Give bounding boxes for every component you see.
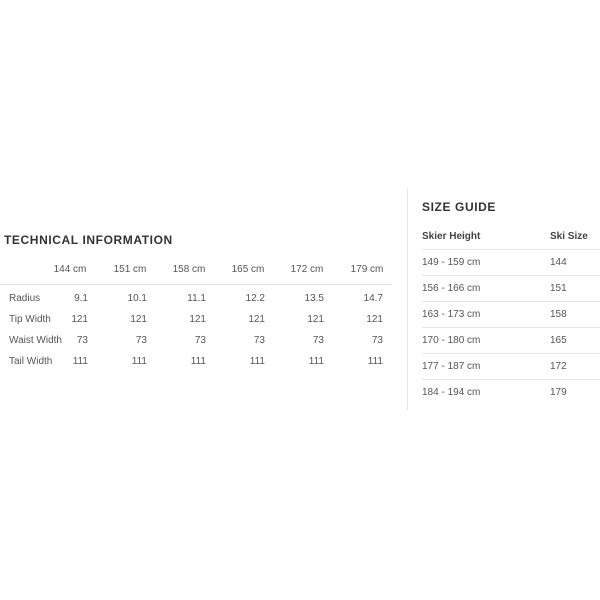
table-cell: 73 [312,335,324,346]
table-cell: 111 [367,356,383,367]
size-guide-row [422,249,600,275]
section-divider [407,188,408,410]
size-guide-row [422,379,600,405]
table-cell: 14.7 [363,293,383,304]
table-cell: 73 [371,335,383,346]
technical-information-title: TECHNICAL INFORMATION [4,233,173,247]
table-cell: 73 [76,335,88,346]
size-guide-row [422,327,600,353]
size-guide-row [422,275,600,301]
size-guide-table [422,229,600,405]
table-cell: 111 [249,356,265,367]
skier-height-cell: 163 - 173 cm [422,309,481,320]
length-header: 172 cm [290,264,324,275]
table-cell: 111 [72,356,88,367]
ski-size-cell: 144 [550,257,567,268]
table-cell: 111 [308,356,324,367]
table-row-tail-width [0,354,392,375]
ski-size-cell: 172 [550,361,567,372]
row-label: Radius [9,293,41,304]
table-cell: 121 [189,314,206,325]
ski-size-cell: 179 [550,387,567,398]
size-guide-header-row [422,229,600,249]
skier-height-cell: 177 - 187 cm [422,361,481,372]
table-cell: 121 [248,314,265,325]
length-header: 158 cm [172,264,206,275]
table-cell: 121 [307,314,324,325]
table-cell: 121 [366,314,383,325]
ski-size-cell: 165 [550,335,567,346]
table-cell: 73 [194,335,206,346]
table-cell: 111 [131,356,147,367]
technical-table [0,262,392,375]
table-cell: 73 [253,335,265,346]
row-label: Tip Width [9,314,51,325]
size-guide-title: SIZE GUIDE [422,200,497,214]
skier-height-header: Skier Height [422,231,481,242]
table-cell: 12.2 [245,293,265,304]
length-header: 179 cm [350,264,384,275]
table-cell: 10.1 [127,293,147,304]
table-row-tip-width [0,312,392,333]
skier-height-cell: 170 - 180 cm [422,335,481,346]
skier-height-cell: 184 - 194 cm [422,387,481,398]
ski-size-header: Ski Size [550,231,588,242]
length-header: 144 cm [53,264,87,275]
size-guide-row [422,301,600,327]
table-cell: 9.1 [74,293,88,304]
skier-height-cell: 156 - 166 cm [422,283,481,294]
size-guide-row [422,353,600,379]
ski-size-cell: 158 [550,309,567,320]
table-cell: 121 [71,314,88,325]
table-cell: 73 [135,335,147,346]
table-cell: 11.1 [187,293,206,304]
table-cell: 111 [190,356,206,367]
row-label: Tail Width [9,356,53,367]
table-row-radius [0,291,392,312]
technical-header-divider [0,284,392,285]
length-header: 165 cm [231,264,265,275]
length-header: 151 cm [113,264,147,275]
ski-size-cell: 151 [550,283,567,294]
table-cell: 121 [130,314,147,325]
table-cell: 13.5 [304,293,324,304]
table-row-waist-width [0,333,392,354]
row-label: Waist Width [9,335,62,346]
skier-height-cell: 149 - 159 cm [422,257,481,268]
technical-header-row [0,262,392,284]
